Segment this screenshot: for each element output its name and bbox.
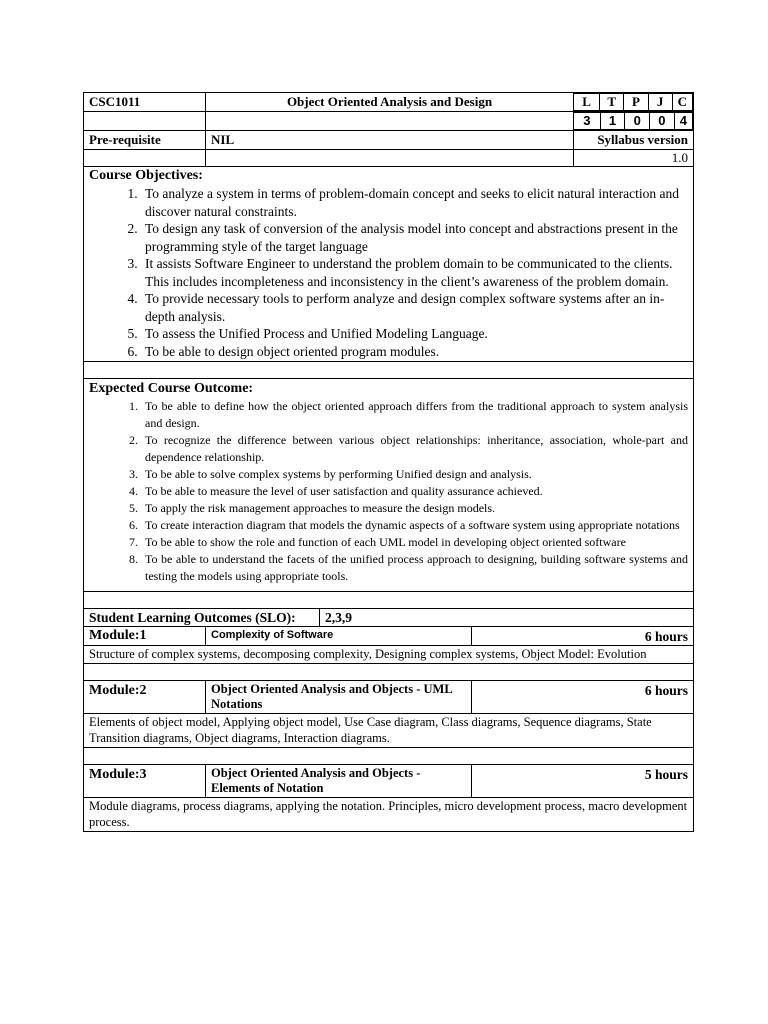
slo-value: 2,3,9 xyxy=(325,610,352,625)
module-content: Elements of object model, Applying object model, Use Case diagram, Class diagrams, Sequence diagrams, State Transition diagrams, Object diagrams, Interaction diagrams. xyxy=(84,714,694,748)
module-title: Object Oriented Analysis and Objects - UML Notations xyxy=(206,681,472,714)
spacer-row xyxy=(84,362,694,379)
outcomes-heading: Expected Course Outcome: xyxy=(89,381,254,396)
outcomes-list xyxy=(89,398,688,585)
prereq-label: Pre-requisite xyxy=(84,131,206,150)
objective-item: 1. To analyze a system in terms of problem-domain concept and seeks to elicit natural interaction and discover natural constraints. xyxy=(141,185,688,220)
ltpjc-values-cell xyxy=(574,112,694,131)
module-hours: 5 hours xyxy=(472,765,694,798)
outcome-item: 6. To create interaction diagram that models the dynamic aspects of a software system using appropriate notations xyxy=(141,517,688,534)
slo-label: Student Learning Outcomes (SLO): xyxy=(84,609,320,626)
ltpjc-value: 3 xyxy=(574,113,600,130)
module-title: Object Oriented Analysis and Objects - Elements of Notation xyxy=(206,765,472,798)
outcome-item: 3. To be able to solve complex systems by performing Unified design and analysis. xyxy=(141,466,688,483)
empty-cell xyxy=(206,150,574,167)
syllabus-table xyxy=(83,92,694,832)
spacer-row xyxy=(84,748,694,765)
syllabus-document xyxy=(83,92,693,832)
ltpjc-labels-cell xyxy=(574,93,694,112)
ltpjc-labels xyxy=(574,93,693,111)
ltpjc-value: 0 xyxy=(625,113,650,130)
spacer-row xyxy=(84,664,694,681)
outcomes-section xyxy=(84,379,694,592)
module-hours: 6 hours xyxy=(472,627,694,646)
module-content: Structure of complex systems, decomposing complexity, Designing complex systems, Object Model: Evolution xyxy=(84,646,694,664)
module-hours: 6 hours xyxy=(472,681,694,714)
empty-cell xyxy=(84,150,206,167)
objective-item: 4. To provide necessary tools to perform analyze and design complex software systems after an in-depth analysis. xyxy=(141,290,688,325)
module-label: Module:3 xyxy=(84,765,206,798)
outcome-item: 5. To apply the risk management approaches to measure the design models. xyxy=(141,500,688,517)
objectives-heading: Course Objectives: xyxy=(89,168,203,183)
ltpjc-label: T xyxy=(600,94,624,111)
ltpjc-value: 1 xyxy=(600,113,625,130)
ltpjc-label: C xyxy=(672,94,692,111)
objectives-list xyxy=(89,185,688,360)
ltpjc-values xyxy=(574,112,693,130)
ltpjc-value: 4 xyxy=(674,113,692,130)
objectives-section xyxy=(84,167,694,362)
module-content: Module diagrams, process diagrams, applying the notation. Principles, micro development process, macro development process. xyxy=(84,798,694,832)
spacer-row xyxy=(84,592,694,609)
course-title: Object Oriented Analysis and Design xyxy=(206,93,574,112)
prereq-value: NIL xyxy=(206,131,574,150)
empty-cell xyxy=(206,112,574,131)
outcome-item: 8. To be able to understand the facets of the unified process approach to designing, building software systems and testing the models using appropriate tools. xyxy=(141,551,688,585)
outcome-item: 4. To be able to measure the level of user satisfaction and quality assurance achieved. xyxy=(141,483,688,500)
ltpjc-label: L xyxy=(574,94,600,111)
ltpjc-label: J xyxy=(648,94,672,111)
slo-row-cell xyxy=(84,609,472,627)
objective-item: 5. To assess the Unified Process and Unified Modeling Language. xyxy=(141,325,688,343)
outcome-item: 1. To be able to define how the object oriented approach differs from the traditional approach to system analysis and design. xyxy=(141,398,688,432)
syllabus-version-value: 1.0 xyxy=(574,150,694,167)
module-label: Module:2 xyxy=(84,681,206,714)
outcome-item: 2. To recognize the difference between various object relationships: inheritance, association, whole-part and dependence relationship. xyxy=(141,432,688,466)
outcome-item: 7. To be able to show the role and function of each UML model in developing object oriented software xyxy=(141,534,688,551)
ltpjc-label: P xyxy=(624,94,648,111)
ltpjc-value: 0 xyxy=(650,113,675,130)
objective-item: 3. It assists Software Engineer to understand the problem domain to be communicated to the clients. This includes incompleteness and inconsistency in the client’s awareness of the problem domain. xyxy=(141,255,688,290)
empty-cell xyxy=(84,112,206,131)
objective-item: 6. To be able to design object oriented program modules. xyxy=(141,343,688,361)
empty-cell xyxy=(472,609,694,627)
course-code: CSC1011 xyxy=(84,93,206,112)
objective-item: 2. To design any task of conversion of the analysis model into concept and abstractions present in the programming style of the target language xyxy=(141,220,688,255)
module-label: Module:1 xyxy=(84,627,206,646)
syllabus-version-label: Syllabus version xyxy=(574,131,694,150)
module-title: Complexity of Software xyxy=(206,627,472,646)
